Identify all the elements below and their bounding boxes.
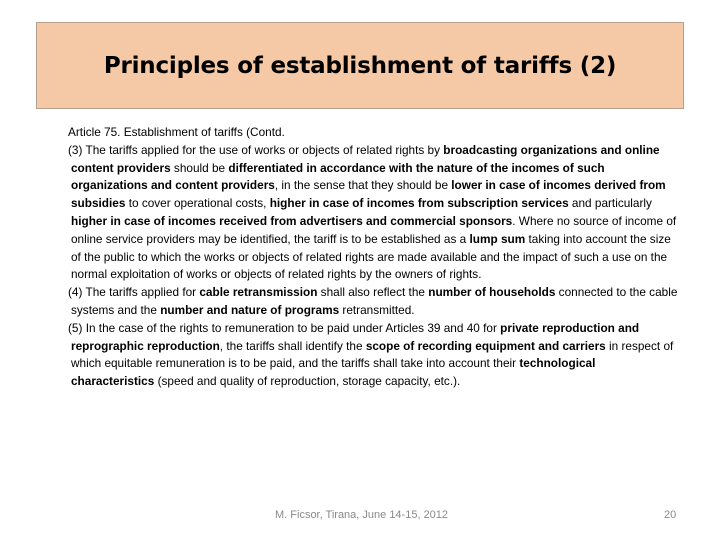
slide-body (68, 124, 680, 391)
paragraph-text: (4) The tariffs applied for (68, 285, 200, 300)
paragraph-text: to cover operational costs, (125, 196, 270, 211)
emphasized-text: private reproduction and reprographic reproduction (71, 320, 640, 353)
paragraph-3 (68, 142, 680, 284)
emphasized-text: cable retransmission (199, 285, 318, 300)
paragraph-text: in respect of which equitable remuneration is to be paid, and the tariffs shall take into account their (71, 338, 674, 371)
paragraph-text: (5) In the case of the rights to remuneration to be paid under Articles 39 and 40 for (68, 320, 501, 335)
paragraph-text: (speed and quality of reproduction, storage capacity, etc.). (154, 374, 461, 389)
paragraph-text: retransmitted. (339, 302, 415, 317)
emphasized-text: lump sum (469, 231, 526, 246)
paragraph-text: shall also reflect the (317, 285, 429, 300)
emphasized-text: higher in case of incomes from subscription services (269, 196, 569, 211)
paragraph-text: , the tariffs shall identify the (219, 338, 366, 353)
emphasized-text: technological characteristics (71, 356, 596, 389)
emphasized-text: lower in case of incomes derived from subsidies (71, 178, 666, 211)
emphasized-text: broadcasting organizations and online content providers (71, 142, 660, 175)
emphasized-text: number and nature of programs (160, 302, 340, 317)
page-number: 20 (664, 509, 677, 521)
paragraph-text: and particularly (568, 196, 652, 211)
paragraph-text: should be (170, 160, 229, 175)
title-box (36, 22, 684, 109)
paragraph-text: . Where no source of income of online service providers may be identified, the tariff is to be established as a (71, 213, 677, 246)
emphasized-text: number of households (428, 285, 556, 300)
paragraph-text: , in the sense that they should be (274, 178, 452, 193)
paragraph-5 (68, 320, 680, 391)
paragraph-text: connected to the cable systems and the (71, 285, 678, 317)
emphasized-text: higher in case of incomes received from advertisers and commercial sponsors (71, 213, 513, 228)
paragraph-text: taking into account the size of the public to which the works or objects of related rights are made available and the impact of such a use on the normal exploitation of works or objects of related rights by the owners of rights. (71, 231, 671, 282)
paragraph-4 (68, 284, 680, 320)
emphasized-text: scope of recording equipment and carriers (365, 338, 606, 353)
slide-title: Principles of establishment of tariffs (2) (103, 52, 617, 79)
article-heading: Article 75. Establishment of tariffs (Contd. (68, 125, 285, 139)
emphasized-text: differentiated in accordance with the nature of the incomes of such organizations and content providers (71, 160, 605, 193)
footer-text: M. Ficsor, Tirana, June 14-15, 2012 (275, 509, 449, 521)
paragraph-text: (3) The tariffs applied for the use of works or objects of related rights by (68, 142, 444, 157)
